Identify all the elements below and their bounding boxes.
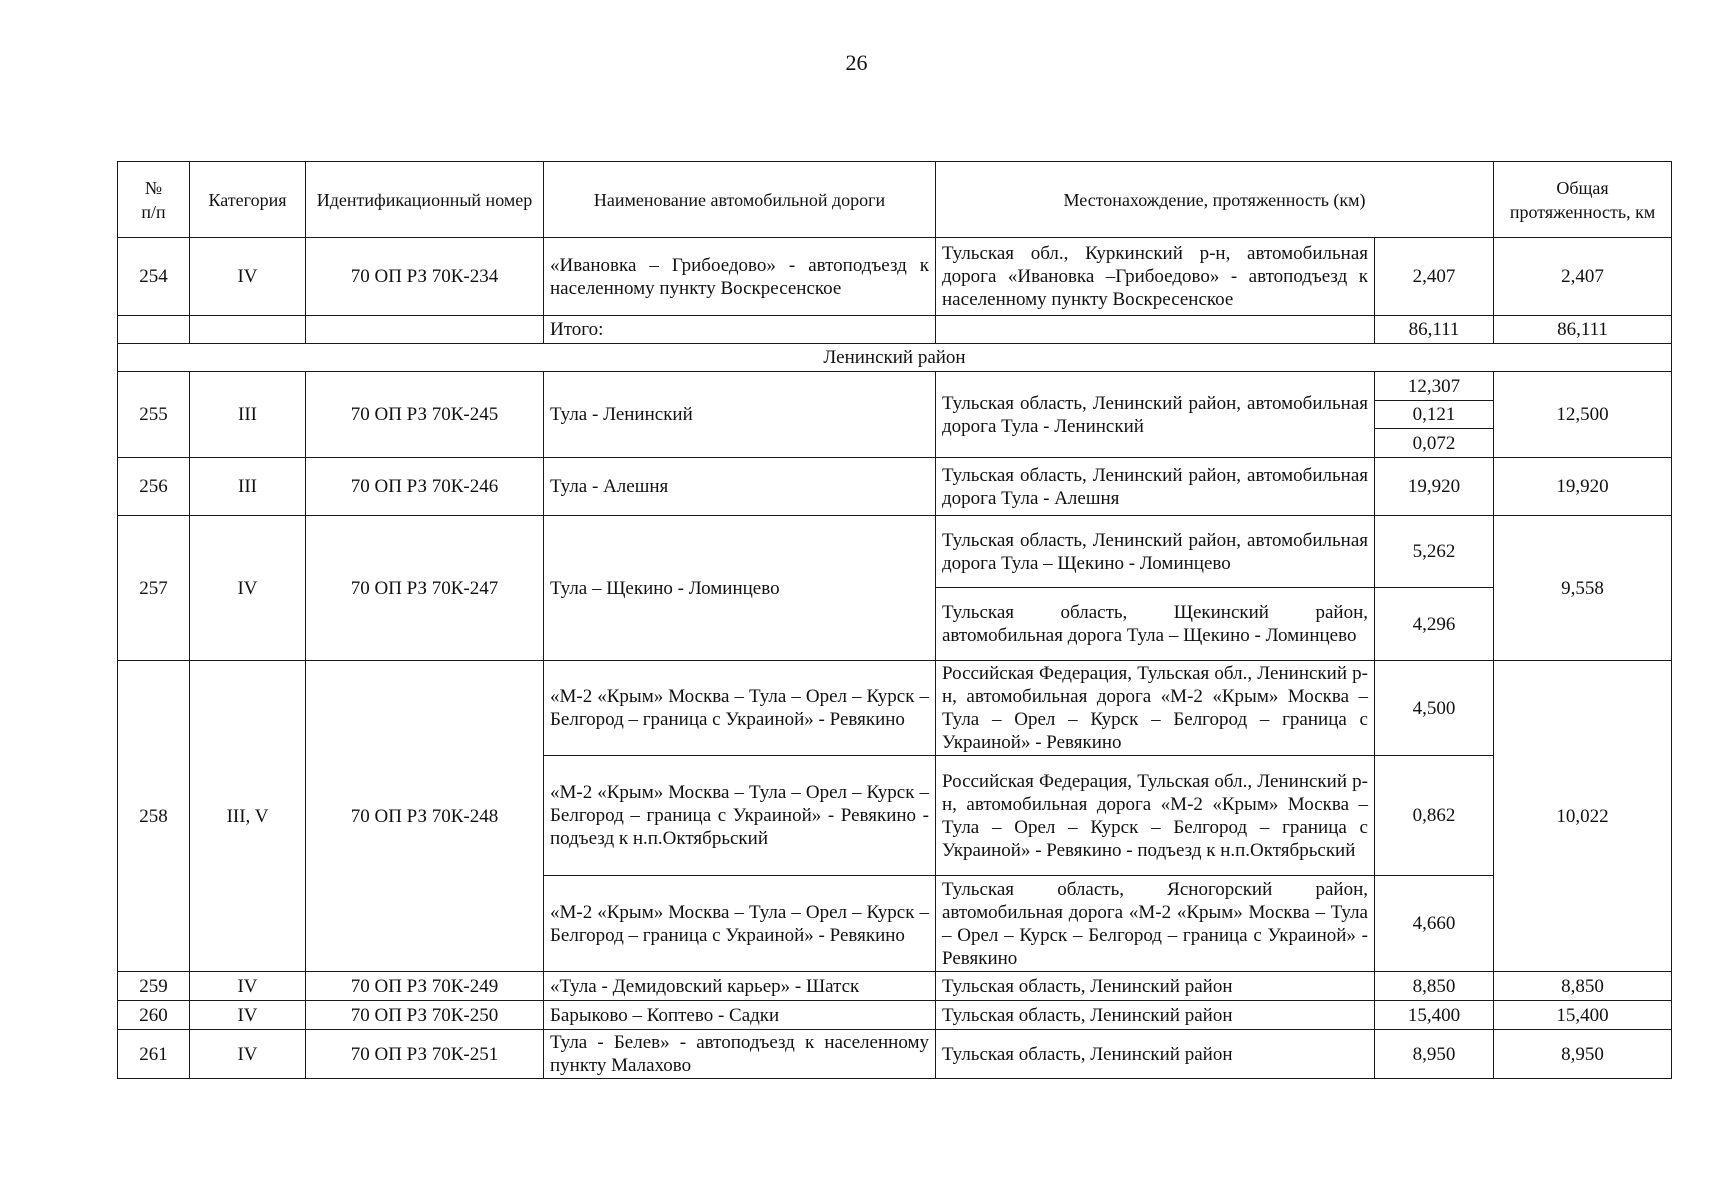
row-id: 70 ОП РЗ 70К-248 [306, 661, 544, 972]
row-num: 259 [118, 972, 190, 1001]
header-total: Общая протяженность, км [1494, 162, 1672, 238]
road-name: Тула - Ленинский [544, 372, 936, 458]
table-row [118, 1030, 1672, 1079]
row-category: III, V [190, 661, 306, 972]
subtotal-label: Итого: [544, 316, 936, 344]
road-location: Тульская область, Щекинский район, автомобильная дорога Тула – Щекино - Ломинцево [936, 588, 1375, 661]
road-location: Тульская область, Ленинский район, автомобильная дорога Тула - Алешня [936, 458, 1375, 516]
road-location: Тульская область, Ленинский район [936, 972, 1375, 1001]
district-row [118, 344, 1672, 372]
road-name: «Тула - Демидовский карьер» - Шатск [544, 972, 936, 1001]
road-length: 12,307 [1375, 372, 1494, 401]
row-category: IV [190, 1030, 306, 1079]
road-length: 2,407 [1375, 238, 1494, 316]
row-id: 70 ОП РЗ 70К-246 [306, 458, 544, 516]
header-num: № п/п [118, 162, 190, 238]
road-length: 0,121 [1375, 401, 1494, 429]
road-length: 4,296 [1375, 588, 1494, 661]
row-id: 70 ОП РЗ 70К-245 [306, 372, 544, 458]
row-id: 70 ОП РЗ 70К-250 [306, 1001, 544, 1030]
table-row [118, 458, 1672, 516]
road-length: 0,072 [1375, 429, 1494, 458]
table-row [118, 516, 1672, 588]
road-location: Тульская область, Ленинский район, автомобильная дорога Тула – Щекино - Ломинцево [936, 516, 1375, 588]
road-length: 8,950 [1375, 1030, 1494, 1079]
road-total: 8,850 [1494, 972, 1672, 1001]
road-total: 9,558 [1494, 516, 1672, 661]
road-name: «М-2 «Крым» Москва – Тула – Орел – Курск – Белгород – граница с Украиной» - Ревякино - подъезд к н.п.Октябрьский [544, 756, 936, 876]
road-location: Тульская область, Ленинский район [936, 1030, 1375, 1079]
road-name: Тула – Щекино - Ломинцево [544, 516, 936, 661]
road-length: 4,660 [1375, 876, 1494, 972]
road-length: 0,862 [1375, 756, 1494, 876]
row-id: 70 ОП РЗ 70К-234 [306, 238, 544, 316]
road-total: 2,407 [1494, 238, 1672, 316]
road-location: Российская Федерация, Тульская обл., Ленинский р-н, автомобильная дорога «М-2 «Крым» Москва – Тула – Орел – Курск – Белгород – граница с Украиной» - Ревякино [936, 661, 1375, 756]
header-category: Категория [190, 162, 306, 238]
table-row [118, 1001, 1672, 1030]
district-heading: Ленинский район [118, 344, 1672, 372]
row-category: III [190, 458, 306, 516]
road-location: Российская Федерация, Тульская обл., Ленинский р-н, автомобильная дорога «М-2 «Крым» Москва – Тула – Орел – Курск – Белгород – граница с Украиной» - Ревякино - подъезд к н.п.Октябрьский [936, 756, 1375, 876]
road-name: Тула - Белев» - автоподъезд к населенному пункту Малахово [544, 1030, 936, 1079]
road-total: 8,950 [1494, 1030, 1672, 1079]
roads-table [117, 161, 1672, 1079]
header-name: Наименование автомобильной дороги [544, 162, 936, 238]
road-location: Тульская обл., Куркинский р-н, автомобильная дорога «Ивановка –Грибоедово» - автоподъезд к населенному пункту Воскресенское [936, 238, 1375, 316]
header-location: Местонахождение, протяженность (км) [936, 162, 1494, 238]
subtotal-total: 86,111 [1494, 316, 1672, 344]
row-category: IV [190, 516, 306, 661]
row-category: IV [190, 972, 306, 1001]
road-total: 19,920 [1494, 458, 1672, 516]
row-category: III [190, 372, 306, 458]
row-num: 258 [118, 661, 190, 972]
road-total: 10,022 [1494, 661, 1672, 972]
road-total: 15,400 [1494, 1001, 1672, 1030]
header-id: Идентификационный номер [306, 162, 544, 238]
row-num: 260 [118, 1001, 190, 1030]
row-num: 257 [118, 516, 190, 661]
road-location: Тульская область, Ленинский район [936, 1001, 1375, 1030]
row-id: 70 ОП РЗ 70К-251 [306, 1030, 544, 1079]
page-number: 26 [845, 50, 868, 75]
road-location: Тульская область, Ленинский район, автомобильная дорога Тула - Ленинский [936, 372, 1375, 458]
row-category: IV [190, 1001, 306, 1030]
header-row [118, 162, 1672, 238]
row-id: 70 ОП РЗ 70К-249 [306, 972, 544, 1001]
row-num: 254 [118, 238, 190, 316]
table-row [118, 972, 1672, 1001]
row-num: 261 [118, 1030, 190, 1079]
subtotal-row [118, 316, 1672, 344]
row-num: 255 [118, 372, 190, 458]
road-name: «М-2 «Крым» Москва – Тула – Орел – Курск – Белгород – граница с Украиной» - Ревякино [544, 661, 936, 756]
road-length: 8,850 [1375, 972, 1494, 1001]
row-num: 256 [118, 458, 190, 516]
table-row [118, 238, 1672, 316]
road-total: 12,500 [1494, 372, 1672, 458]
subtotal-length: 86,111 [1375, 316, 1494, 344]
road-name: «М-2 «Крым» Москва – Тула – Орел – Курск – Белгород – граница с Украиной» - Ревякино [544, 876, 936, 972]
table-row [118, 661, 1672, 756]
row-id: 70 ОП РЗ 70К-247 [306, 516, 544, 661]
road-name: Тула - Алешня [544, 458, 936, 516]
road-length: 15,400 [1375, 1001, 1494, 1030]
road-length: 19,920 [1375, 458, 1494, 516]
road-name: «Ивановка – Грибоедово» - автоподъезд к населенному пункту Воскресенское [544, 238, 936, 316]
road-name: Барыково – Коптево - Садки [544, 1001, 936, 1030]
table-row [118, 372, 1672, 401]
road-length: 5,262 [1375, 516, 1494, 588]
road-length: 4,500 [1375, 661, 1494, 756]
row-category: IV [190, 238, 306, 316]
road-location: Тульская область, Ясногорский район, автомобильная дорога «М-2 «Крым» Москва – Тула – Орел – Курск – Белгород – граница с Украиной» - Ревякино [936, 876, 1375, 972]
